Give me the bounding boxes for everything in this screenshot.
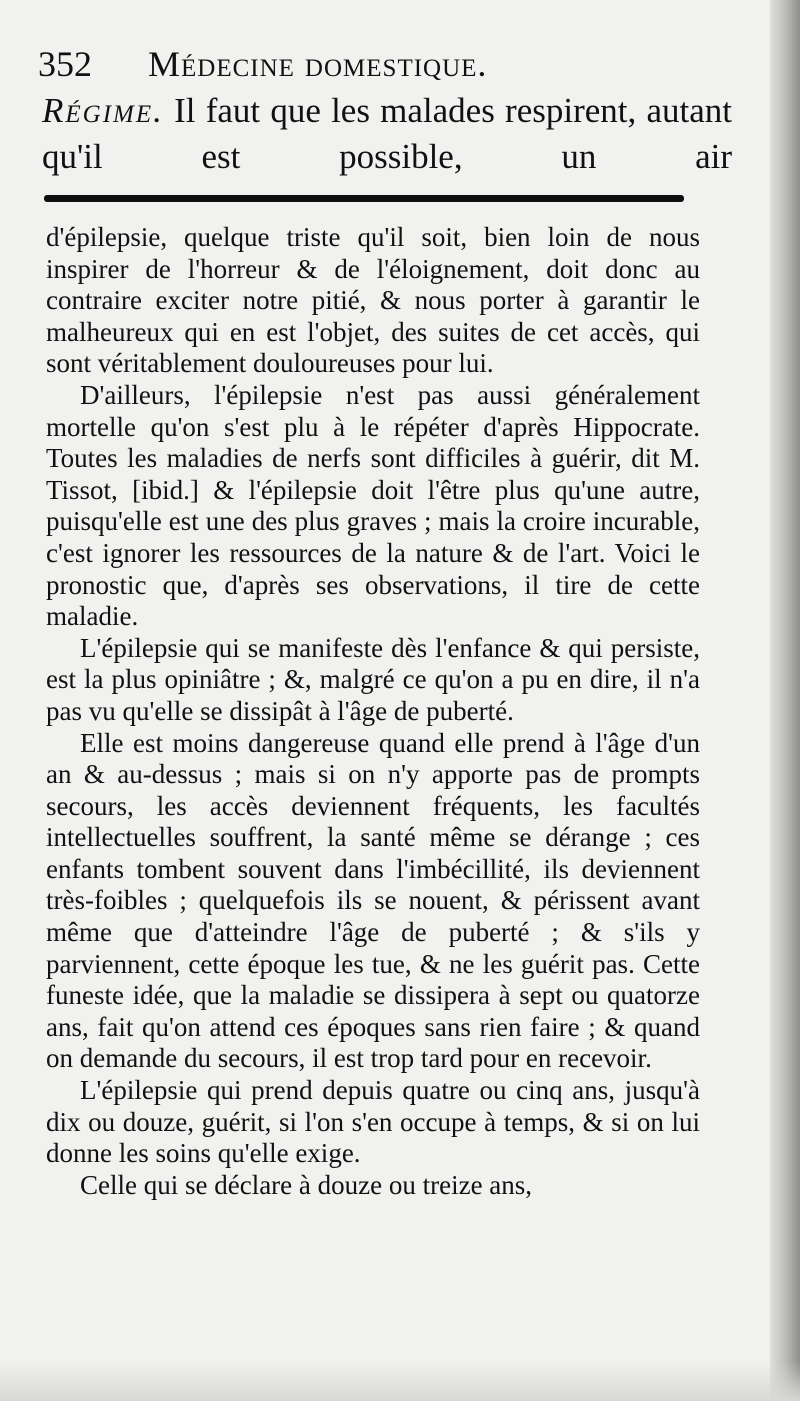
paragraph: L'épilepsie qui prend depuis quatre ou cinq ans, jusqu'à dix ou douze, guérit, si l'on s'en occupe à temps, & si on lui donne les soins qu'elle exige. xyxy=(46,1075,700,1169)
body-text xyxy=(46,222,700,1201)
section-text: Il faut que les malades respirent, autant qu'il est possible, un air xyxy=(42,91,732,176)
section-lead: Régime. xyxy=(42,91,164,130)
page-header xyxy=(38,40,728,90)
book-spine-shadow xyxy=(770,0,800,1401)
paragraph: Elle est moins dangereuse quand elle prend à l'âge d'un an & au-dessus ; mais si on n'y apporte pas de prompts secours, les accès deviennent fréquents, les facultés intellectuelles souffrent, la santé même se dérange ; ces enfants tombent souvent dans l'imbécillité, ils deviennent très-foibles ; quelquefois ils se nouent, & périssent avant même que d'atteindre l'âge de puberté ; & s'ils y parviennent, cette époque les tue, & ne les guérit pas. Cette funeste idée, que la maladie se dissipera à sept ou quatorze ans, fait qu'on attend ces époques sans rien faire ; & quand on demande du secours, il est trop tard pour en recevoir. xyxy=(46,727,700,1074)
paragraph: L'épilepsie qui se manifeste dès l'enfance & qui persiste, est la plus opiniâtre ; &, malgré ce qu'on a pu en dire, il n'a pas vu qu'elle se dissipât à l'âge de puberté. xyxy=(46,632,700,726)
running-title: Médecine domestique. xyxy=(148,44,488,84)
page-number: 352 xyxy=(38,44,92,84)
paragraph: D'ailleurs, l'épilepsie n'est pas aussi généralement mortelle qu'on s'est plu à le répéter d'après Hippocrate. Toutes les maladies de nerfs sont difficiles à guérir, dit M. Tissot, [ibid.] & l'épilepsie doit l'être plus qu'une autre, puisqu'elle est une des plus graves ; mais la croire incurable, c'est ignorer les ressources de la nature & de l'art. Voici le pronostic que, d'après ses observations, il tire de cette maladie. xyxy=(46,379,700,632)
page-bottom-edge xyxy=(0,1361,800,1401)
bleed-through-text xyxy=(42,88,732,180)
paragraph: d'épilepsie, quelque triste qu'il soit, bien loin de nous inspirer de l'horreur & de l'éloignement, doit donc au contraire exciter notre pitié, & nous porter à garantir le malheureux qui en est l'objet, des suites de cet accès, qui sont véritablement douloureuses pour lui. xyxy=(46,222,700,379)
paragraph: Celle qui se déclare à douze ou treize ans, xyxy=(80,1169,533,1200)
horizontal-rule xyxy=(44,195,684,202)
